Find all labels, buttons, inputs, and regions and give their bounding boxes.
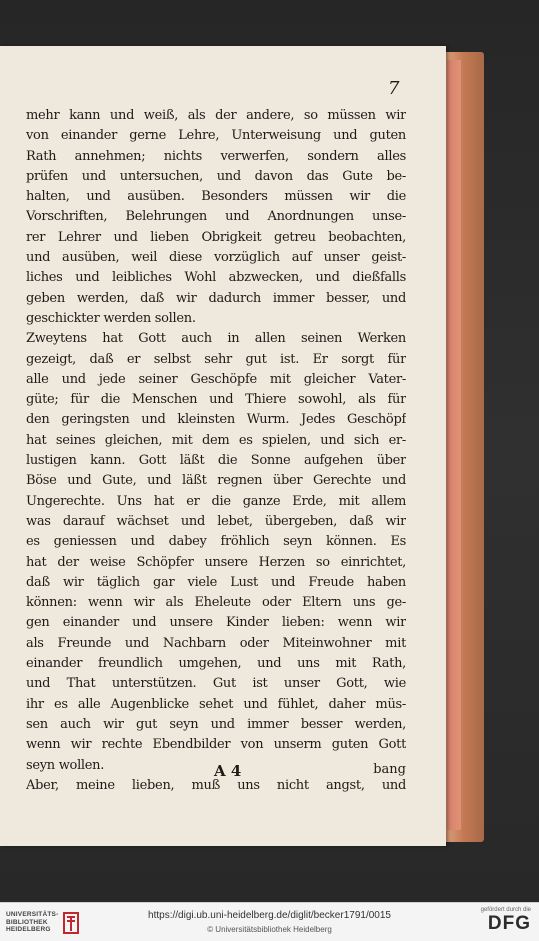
page-body-text bbox=[26, 106, 406, 796]
text-line: es geniessen und dabey fröhlich seyn können. Es bbox=[26, 534, 406, 550]
text-line: halten, und ausüben. Besonders müssen wir die bbox=[26, 189, 406, 205]
page-foot bbox=[26, 762, 406, 784]
text-line: hat seines gleichen, mit dem es spielen, und sich er- bbox=[26, 432, 406, 448]
text-line: den geringsten und kleinsten Wurm. Jedes Geschöpf bbox=[26, 412, 406, 428]
text-line: hat der weise Schöpfer unsere Herzen so einrichtet, bbox=[26, 554, 406, 570]
copyright-text: © Universitätsbibliothek Heidelberg bbox=[207, 925, 332, 934]
text-line: was darauf wächset und lebet, übergeben, daß wir bbox=[26, 513, 406, 529]
text-line: ihr es alle Augenblicke sehet und fühlet, daher müs- bbox=[26, 696, 406, 712]
text-line: güte; für die Menschen und Thiere sowohl, als für bbox=[26, 392, 406, 408]
text-line: prüfen und untersuchen, und davon das Gute be- bbox=[26, 168, 406, 184]
text-line: als Freunde und Nachbarn oder Miteinwohner mit bbox=[26, 635, 406, 651]
text-line: wenn wir rechte Ebendbilder von unserm guten Gott bbox=[26, 737, 406, 753]
text-line: Aber, meine lieben, muß uns nicht angst, und bbox=[26, 777, 406, 793]
text-line: einander freundlich umgehen, und uns mit Rath, bbox=[26, 656, 406, 672]
text-line: Zweytens hat Gott auch in allen seinen Werken bbox=[26, 331, 406, 347]
text-line: liches und leibliches Wohl abzwecken, und dießfalls bbox=[26, 270, 406, 286]
text-line: Rath annehmen; nichts verwerfen, sondern alles bbox=[26, 148, 406, 164]
catchword: bang bbox=[373, 762, 406, 777]
book-page-edge-highlight bbox=[447, 60, 461, 830]
text-line: Ungerechte. Uns hat er die ganze Erde, mit allem bbox=[26, 493, 406, 509]
text-line: geben werden, daß wir dadurch immer besser, und bbox=[26, 290, 406, 306]
text-line: gen einander und unsere Kinder lieben: wenn wir bbox=[26, 615, 406, 631]
funder-logo[interactable] bbox=[471, 907, 531, 937]
signature-mark: A 4 bbox=[214, 762, 242, 780]
text-line: daß wir täglich gar viele Lust und Freude haben bbox=[26, 574, 406, 590]
text-line: sen auch wir gut seyn und immer besser werden, bbox=[26, 716, 406, 732]
text-line: seyn wollen. bbox=[26, 757, 105, 773]
text-line: Böse und Gute, und läßt regnen über Gerechte und bbox=[26, 473, 406, 489]
text-line: Vorschriften, Belehrungen und Anordnungen unse- bbox=[26, 209, 406, 225]
text-line: können: wenn wir als Eheleute oder Eltern uns ge- bbox=[26, 595, 406, 611]
text-line: rer Lehrer und lieben Obrigkeit getreu beobachten, bbox=[26, 229, 406, 245]
page-url-link[interactable]: https://digi.ub.uni-heidelberg.de/diglit/becker1791/0015 bbox=[148, 910, 391, 921]
text-line: und ausüben, weil diese vorzüglich auf unser geist- bbox=[26, 250, 406, 266]
text-line: lustigen kann. Gott läßt die Sonne aufgehen über bbox=[26, 453, 406, 469]
text-line: von einander gerne Lehre, Unterweisung und guten bbox=[26, 128, 406, 144]
text-line: gezeigt, daß er selbst sehr gut ist. Er sorgt für bbox=[26, 351, 406, 367]
funder-note: gefördert durch die bbox=[480, 907, 531, 913]
library-logo-text: UNIVERSITÄTS- BIBLIOTHEK HEIDELBERG bbox=[6, 911, 59, 933]
text-line: alle und jede seiner Geschöpfe mit gleicher Vater- bbox=[26, 371, 406, 387]
viewer-footer bbox=[0, 902, 539, 941]
text-line: geschickter werden sollen. bbox=[26, 310, 196, 326]
text-line: und That unterstützen. Gut ist unser Gott, wie bbox=[26, 676, 406, 692]
dfg-logo-icon: DFG bbox=[487, 913, 531, 934]
text-line: mehr kann und weiß, als der andere, so müssen wir bbox=[26, 108, 406, 123]
page-number: 7 bbox=[388, 78, 400, 99]
